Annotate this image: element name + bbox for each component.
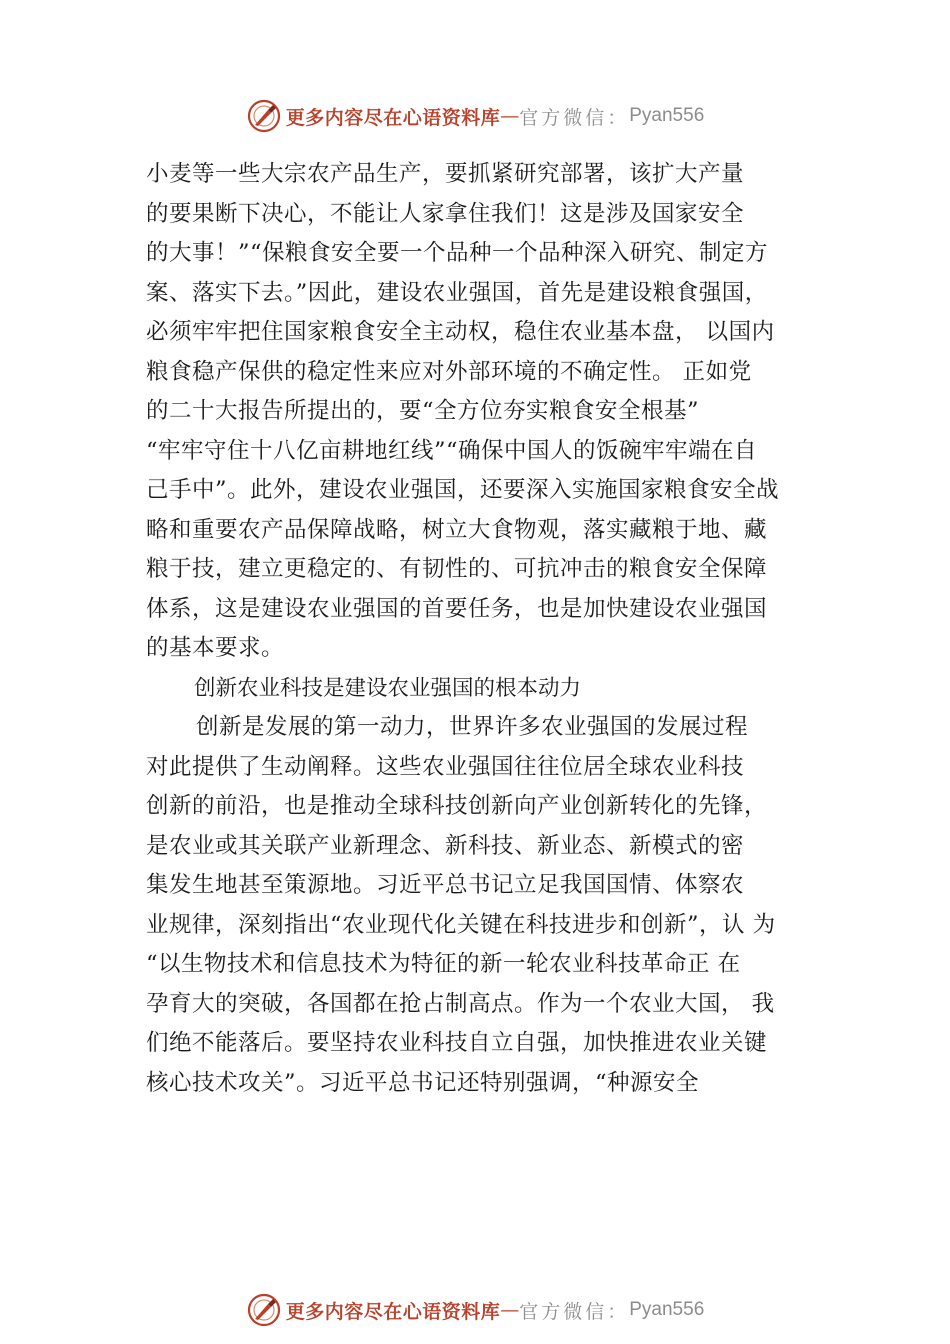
banner-wechat-id: Pyan556 [629, 105, 705, 126]
text-line: 创新是发展的第一动力，世界许多农业强国的发展过程 [196, 714, 749, 740]
text-line: 的二十大报告所提出的，要“全方位夯实粮食安全根基” [146, 398, 700, 424]
text-line: 集发生地甚至策源地。习近平总书记立足我国国情、体察农 [146, 872, 745, 898]
text-line: 粮食稳产保供的稳定性来应对外部环境的不确定性。 正如党 [146, 358, 752, 385]
text-line: “以生物技术和信息技术为特征的新一轮农业科技革命正 在 [146, 951, 741, 977]
banner-dash: — [500, 105, 520, 127]
document-body [146, 155, 836, 1103]
text-line: 的大事！”“保粮食安全要一个品种一个品种深入研究、制定方 [146, 240, 769, 266]
text-line: 核心技术攻关”。习近平总书记还特别强调，“种源安全 [146, 1069, 700, 1096]
section-heading: 创新农业科技是建设农业强国的根本动力 [194, 675, 582, 701]
text-line: 小麦等一些大宗农产品生产，要抓紧研究部署，该扩大产量 [146, 161, 745, 187]
footer-banner [0, 1288, 950, 1332]
text-line: 对此提供了生动阐释。这些农业强国往往位居全球农业科技 [146, 753, 745, 780]
banner-wechat-id: Pyan556 [629, 1299, 705, 1320]
text-line: 案、落实下去。”因此，建设农业强国，首先是建设粮食强国， [146, 279, 768, 306]
banner-wechat-label: 官方微信： [519, 1300, 630, 1323]
text-line: 粮于技，建立更稳定的、有韧性的、可抗冲击的粮食安全保障 [146, 556, 768, 582]
text-line: 是农业或其关联产业新理念、新科技、新业态、新模式的密 [146, 832, 745, 859]
pen-logo-icon [246, 98, 282, 134]
text-line: “牢牢守住十八亿亩耕地红线”“确保中国人的饭碗牢牢端在自 [146, 437, 758, 464]
banner-dash: — [500, 1299, 520, 1321]
header-banner [0, 94, 950, 138]
banner-brand-text: 更多内容尽在心语资料库 [285, 106, 501, 129]
text-line: 的基本要求。 [146, 635, 285, 661]
text-line: 的要果断下决心，不能让人家拿住我们！这是涉及国家安全 [146, 200, 745, 227]
text-line: 己手中”。此外，建设农业强国，还要深入实施国家粮食安全战 [146, 477, 780, 503]
pen-logo-icon [246, 1292, 282, 1328]
text-line: 孕育大的突破，各国都在抢占制高点。作为一个农业大国， 我 [146, 990, 775, 1017]
text-line: 创新的前沿，也是推动全球科技创新向产业创新转化的先锋， [146, 793, 768, 819]
text-line: 略和重要农产品保障战略，树立大食物观，落实藏粮于地、藏 [146, 516, 768, 543]
banner-brand-text: 更多内容尽在心语资料库 [285, 1300, 501, 1323]
banner-wechat-label: 官方微信： [519, 106, 630, 129]
text-line: 必须牢牢把住国家粮食安全主动权，稳住农业基本盘， 以国内 [146, 319, 775, 345]
text-line: 体系，这是建设农业强国的首要任务，也是加快建设农业强国 [146, 595, 768, 622]
text-line: 业规律，深刻指出“农业现代化关键在科技进步和创新”，认 为 [146, 911, 776, 938]
text-line: 们绝不能落后。要坚持农业科技自立自强，加快推进农业关键 [146, 1030, 768, 1056]
